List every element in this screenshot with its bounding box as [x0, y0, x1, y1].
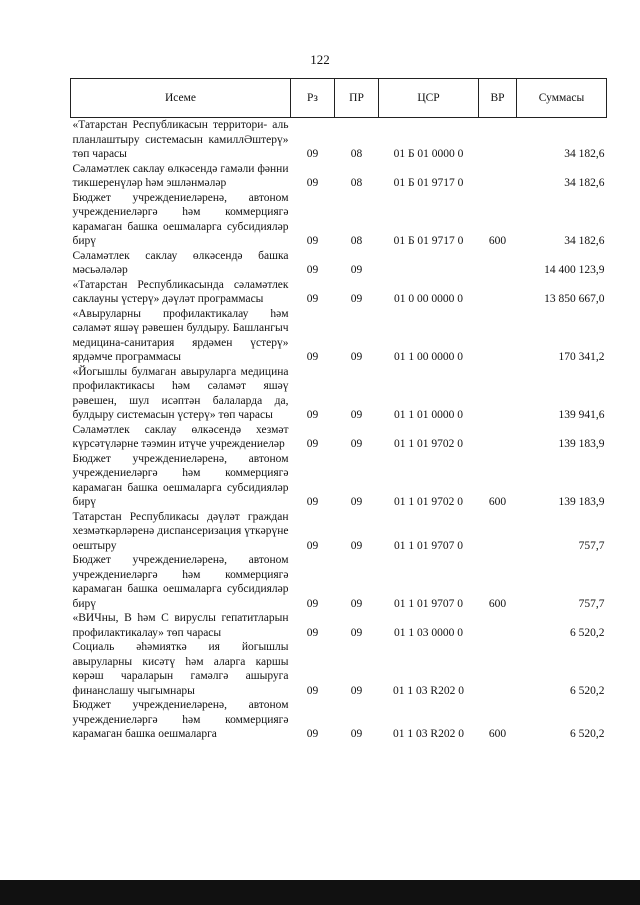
row-csr: 01 1 01 9702 0	[394, 438, 463, 450]
row-rz: 09	[306, 177, 319, 189]
row-vr	[479, 423, 517, 452]
row-csr: 01 Б 01 0000 0	[393, 148, 464, 160]
row-vr	[479, 365, 517, 423]
row-sum: 757,7	[578, 597, 605, 610]
row-csr: 01 Б 01 9717 0	[393, 177, 464, 189]
row-name: Бюджет учреждениеләренә, автоном учреждениеләргә һәм коммерциягә карамаган башка оешмаларга субсидияләр бирү	[72, 191, 289, 247]
row-vr	[479, 307, 517, 365]
table-row	[71, 698, 607, 742]
row-csr: 01 1 01 9707 0	[394, 539, 463, 552]
col-header-vr: ВР	[479, 79, 517, 118]
table-row	[71, 278, 607, 307]
table-row	[71, 553, 607, 611]
row-sum: 34 182,6	[564, 235, 605, 247]
row-sum: 6 520,2	[570, 626, 605, 639]
row-sum: 6 520,2	[570, 684, 605, 697]
row-rz: 09	[306, 597, 319, 610]
row-csr: 01 1 01 0000 0	[394, 409, 463, 421]
row-name: «Татарстан Республикасын территори- аль планлаштыру системасын камиллӘштерү» төп чарасы	[72, 119, 289, 160]
row-sum: 34 182,6	[564, 148, 605, 160]
row-pr: 09	[350, 684, 363, 697]
page-number: 122	[310, 52, 330, 67]
row-rz: 09	[306, 235, 319, 247]
table-header-row	[71, 79, 607, 118]
row-vr: 600	[488, 597, 507, 610]
row-rz: 09	[306, 438, 319, 450]
row-sum: 6 520,2	[570, 728, 605, 740]
row-name: Сәламәтлек саклау өлкәсендә башка мәсьәләләр	[72, 249, 289, 276]
col-header-rz: Рз	[291, 79, 335, 118]
row-pr: 09	[350, 409, 363, 421]
table-row	[71, 365, 607, 423]
row-pr: 09	[350, 351, 363, 363]
row-pr: 09	[350, 539, 363, 552]
row-vr	[479, 278, 517, 307]
row-vr	[479, 118, 517, 162]
table-row	[71, 191, 607, 249]
row-rz: 09	[306, 539, 319, 552]
row-csr: 01 Б 01 9717 0	[393, 235, 464, 247]
row-rz: 09	[306, 409, 319, 421]
row-pr: 09	[350, 438, 363, 450]
table-row	[71, 118, 607, 162]
row-name: Татарстан Республикасы дәүләт граждан хезмәткәрләренә диспансеризация үткәрүне оештыру	[72, 510, 289, 552]
col-header-pr: ПР	[335, 79, 379, 118]
row-vr	[479, 162, 517, 191]
table-row	[71, 452, 607, 510]
row-sum: 13 850 667,0	[544, 293, 605, 305]
row-pr: 09	[350, 293, 363, 305]
row-vr: 600	[488, 496, 507, 508]
budget-table	[70, 78, 607, 742]
row-sum: 34 182,6	[564, 177, 605, 189]
table-row	[71, 162, 607, 191]
row-csr: 01 1 01 9702 0	[394, 496, 463, 508]
row-name: Бюджет учреждениеләренә, автоном учреждениеләргә һәм коммерциягә карамаган башка оешмаларга субсидияләр бирү	[72, 452, 289, 508]
row-name: Сәламәтлек саклау өлкәсендә гамәли фәнни тикшеренүләр һәм эшләнмәләр	[72, 162, 289, 189]
row-vr	[479, 249, 517, 278]
row-name: «Йогышлы булмаган авыруларга медицина профилактикасы һәм сәламәт яшәү рәвешен, шул исәптән балаларда да, булдыру системасын үстерү» төп чарасы	[72, 365, 289, 421]
row-sum: 139 183,9	[558, 496, 605, 508]
table-row	[71, 640, 607, 698]
row-pr: 09	[350, 626, 363, 639]
row-rz: 09	[306, 148, 319, 160]
col-header-name: Исеме	[71, 79, 291, 118]
row-csr: 01 1 03 R202 0	[393, 684, 464, 697]
row-sum: 139 183,9	[558, 438, 605, 450]
row-name: «ВИЧны, В һәм С вируслы гепатитларын профилактикалау» төп чарасы	[72, 612, 289, 639]
row-csr: 01 1 00 0000 0	[394, 351, 463, 363]
row-name: «Татарстан Республикасында сәламәтлек саклауны үстерү» дәүләт программасы	[72, 278, 289, 305]
row-rz: 09	[306, 728, 319, 740]
row-name: Бюджет учреждениеләренә, автоном учреждениеләргә һәм коммерциягә карамаган башка оешмаларга	[72, 699, 289, 740]
col-header-sum: Суммасы	[517, 79, 607, 118]
row-csr: 01 1 03 0000 0	[394, 626, 463, 639]
row-sum: 757,7	[578, 539, 605, 552]
row-sum: 14 400 123,9	[544, 264, 605, 276]
row-name: Социаль әһәмияткә ия йогышлы авыруларны кисәтү һәм аларга каршы көрәш чараларын гамәлгә ашыруга финанслашу чыгымнары	[72, 641, 289, 697]
col-header-csr: ЦСР	[379, 79, 479, 118]
row-sum: 139 941,6	[558, 409, 605, 421]
scan-bottom-edge	[0, 880, 640, 905]
row-vr: 600	[488, 728, 507, 740]
row-rz: 09	[306, 351, 319, 363]
row-csr: 01 1 01 9707 0	[394, 597, 463, 610]
row-vr: 600	[488, 235, 507, 247]
row-pr: 08	[350, 177, 363, 189]
row-pr: 09	[350, 728, 363, 740]
row-csr: 01 0 00 0000 0	[394, 293, 463, 305]
row-rz: 09	[306, 496, 319, 508]
row-vr	[479, 510, 517, 554]
table-row	[71, 423, 607, 452]
table-row	[71, 249, 607, 278]
row-rz: 09	[306, 684, 319, 697]
row-name: Бюджет учреждениеләренә, автоном учреждениеләргә һәм коммерциягә карамаган башка оешмаларга субсидияләр бирү	[72, 554, 289, 610]
row-sum: 170 341,2	[558, 351, 605, 363]
row-pr: 08	[350, 148, 363, 160]
row-csr: 01 1 03 R202 0	[393, 728, 464, 740]
row-pr: 09	[350, 264, 363, 276]
row-vr	[479, 640, 517, 698]
row-rz: 09	[306, 293, 319, 305]
row-rz: 09	[306, 626, 319, 639]
table-row	[71, 510, 607, 554]
table-row	[71, 611, 607, 640]
row-pr: 09	[350, 597, 363, 610]
row-name: «Авыруларны профилактикалау һәм сәламәт яшәү рәвешен булдыру. Башлангыч медицина-санитария ярдәмен үстерү» ярдәмче программасы	[72, 307, 289, 363]
table-row	[71, 307, 607, 365]
row-rz: 09	[306, 264, 319, 276]
row-csr	[379, 249, 479, 278]
row-vr	[479, 611, 517, 640]
row-pr: 09	[350, 496, 363, 508]
row-name: Сәламәтлек саклау өлкәсендә хезмәт күрсәтүләрне тәэмин итүче учреждениеләр	[72, 423, 289, 450]
row-pr: 08	[350, 235, 363, 247]
